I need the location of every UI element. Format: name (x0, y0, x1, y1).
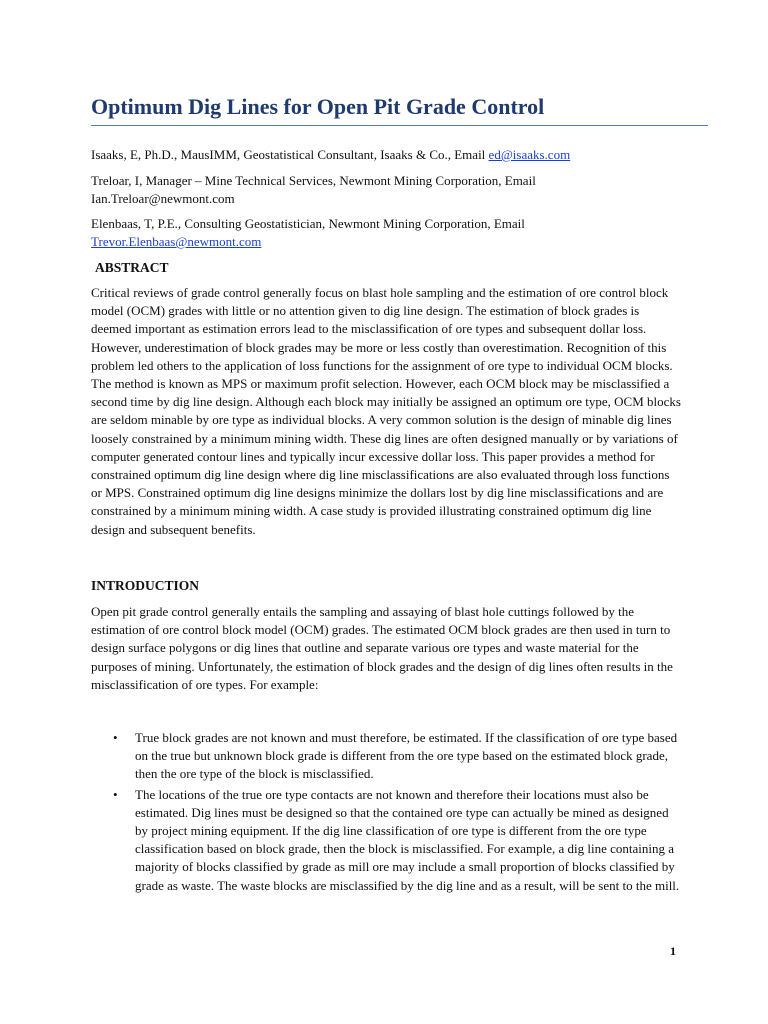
paper-title: Optimum Dig Lines for Open Pit Grade Control (91, 94, 545, 119)
author-elenbaas-text: Elenbaas, T, P.E., Consulting Geostatistician, Newmont Mining Corporation, Email (91, 216, 525, 231)
author-isaaks-text: Isaaks, E, Ph.D., MausIMM, Geostatistical Consultant, Isaaks & Co., Email (91, 147, 489, 162)
author-elenbaas (91, 215, 611, 251)
abstract-heading: ABSTRACT (95, 260, 169, 275)
title-divider (91, 125, 708, 126)
list-item (113, 729, 680, 784)
bullet-marker: • (113, 730, 118, 745)
list-item-text: The locations of the true ore type contacts are not known and therefore their locations must also be estimated. Dig lines must be designed so that the contained ore type can actually be mined as designed by project mining equipment. If the dig line classification of ore type is different from the ore type classification based on block grade, then the block is misclassified. For example, a dig line containing a majority of blocks classified by grade as mill ore may include a small proportion of blocks classified by grade as waste. The waste blocks are misclassified by the dig line and as a result, will be sent to the mill. (135, 786, 680, 893)
list-item (113, 786, 680, 895)
email-link-elenbaas[interactable]: Trevor.Elenbaas@newmont.com (91, 234, 262, 249)
page-number: 1 (670, 944, 676, 958)
list-item-text: True block grades are not known and must therefore, be estimated. If the classification of ore type based on the true but unknown block grade is different from the ore type based on the estimated block grade, then the ore type of the block is misclassified. (135, 730, 678, 782)
author-treloar-text: Treloar, I, Manager – Mine Technical Services, Newmont Mining Corporation, Email Ian.Treloar@newmont.com (91, 173, 536, 206)
introduction-heading: INTRODUCTION (91, 578, 200, 593)
author-treloar (91, 172, 631, 208)
email-link-isaaks[interactable]: ed@isaaks.com (488, 147, 571, 162)
bullet-marker: • (113, 786, 118, 802)
author-isaaks (91, 146, 681, 164)
abstract-body: Critical reviews of grade control generally focus on blast hole sampling and the estimation of ore control block model (OCM) grades with little or no attention given to dig line design. The estimation of block grades is deemed important as estimation errors lead to the misclassification of ore types and subsequent dollar loss. However, underestimation of block grades may be more or less costly than overestimation. Recognition of this problem led others to the application of loss functions for the assignment of ore type to individual OCM blocks. The method is known as MPS or maximum profit selection. However, each OCM block may be misclassified a second time by dig line design. Although each block may initially be assigned an optimum ore type, OCM blocks are seldom minable by ore type as individual blocks. A very common solution is the design of minable dig lines loosely constrained by a minimum mining width. These dig lines are often designed manually or by variations of computer generated contour lines and typically incur excessive dollar loss. This paper provides a method for constrained optimum dig line design where dig line misclassifications are also evaluated through loss functions or MPS. Constrained optimum dig line designs minimize the dollars lost by dig line misclassifications and are constrained by a minimum mining width. A case study is provided illustrating constrained optimum dig line design and subsequent benefits. (91, 285, 681, 537)
introduction-body: Open pit grade control generally entails the sampling and assaying of blast hole cuttings followed by the estimation of ore control block model (OCM) grades. The estimated OCM block grades are then used in turn to design surface polygons or dig lines that outline and separate various ore types and waste material for the purposes of mining. Unfortunately, the estimation of block grades and the design of dig lines often results in the misclassification of ore types. For example: (91, 604, 673, 692)
bullet-list (113, 729, 680, 897)
